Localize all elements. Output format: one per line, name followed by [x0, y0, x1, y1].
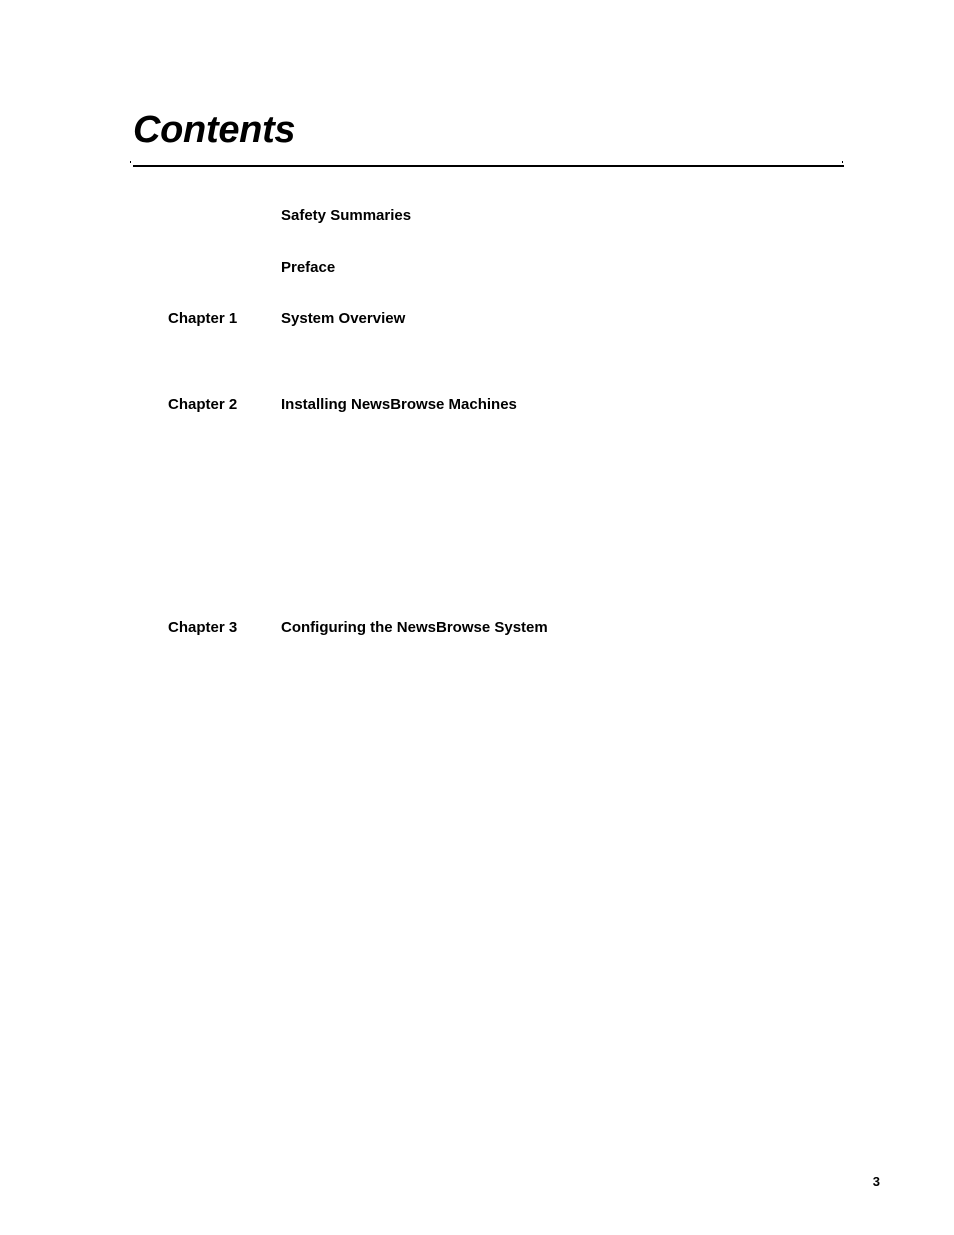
rule-tick-left [130, 161, 131, 163]
page-number: 3 [872, 1174, 880, 1189]
toc-entry-label: Chapter 1 [168, 310, 238, 327]
title-rule [133, 165, 844, 167]
toc-entry-label: Chapter 2 [168, 396, 238, 413]
rule-tick-right [842, 161, 843, 163]
toc-entry-title: Installing NewsBrowse Machines [281, 396, 517, 413]
toc-entry-title: Preface [281, 259, 336, 276]
toc-entry-title: System Overview [281, 310, 406, 327]
toc-entry-label: Chapter 3 [168, 619, 238, 636]
page-title: Contents [133, 109, 296, 151]
toc-entry-title: Safety Summaries [281, 207, 412, 224]
toc-entry-title: Configuring the NewsBrowse System [281, 619, 548, 636]
